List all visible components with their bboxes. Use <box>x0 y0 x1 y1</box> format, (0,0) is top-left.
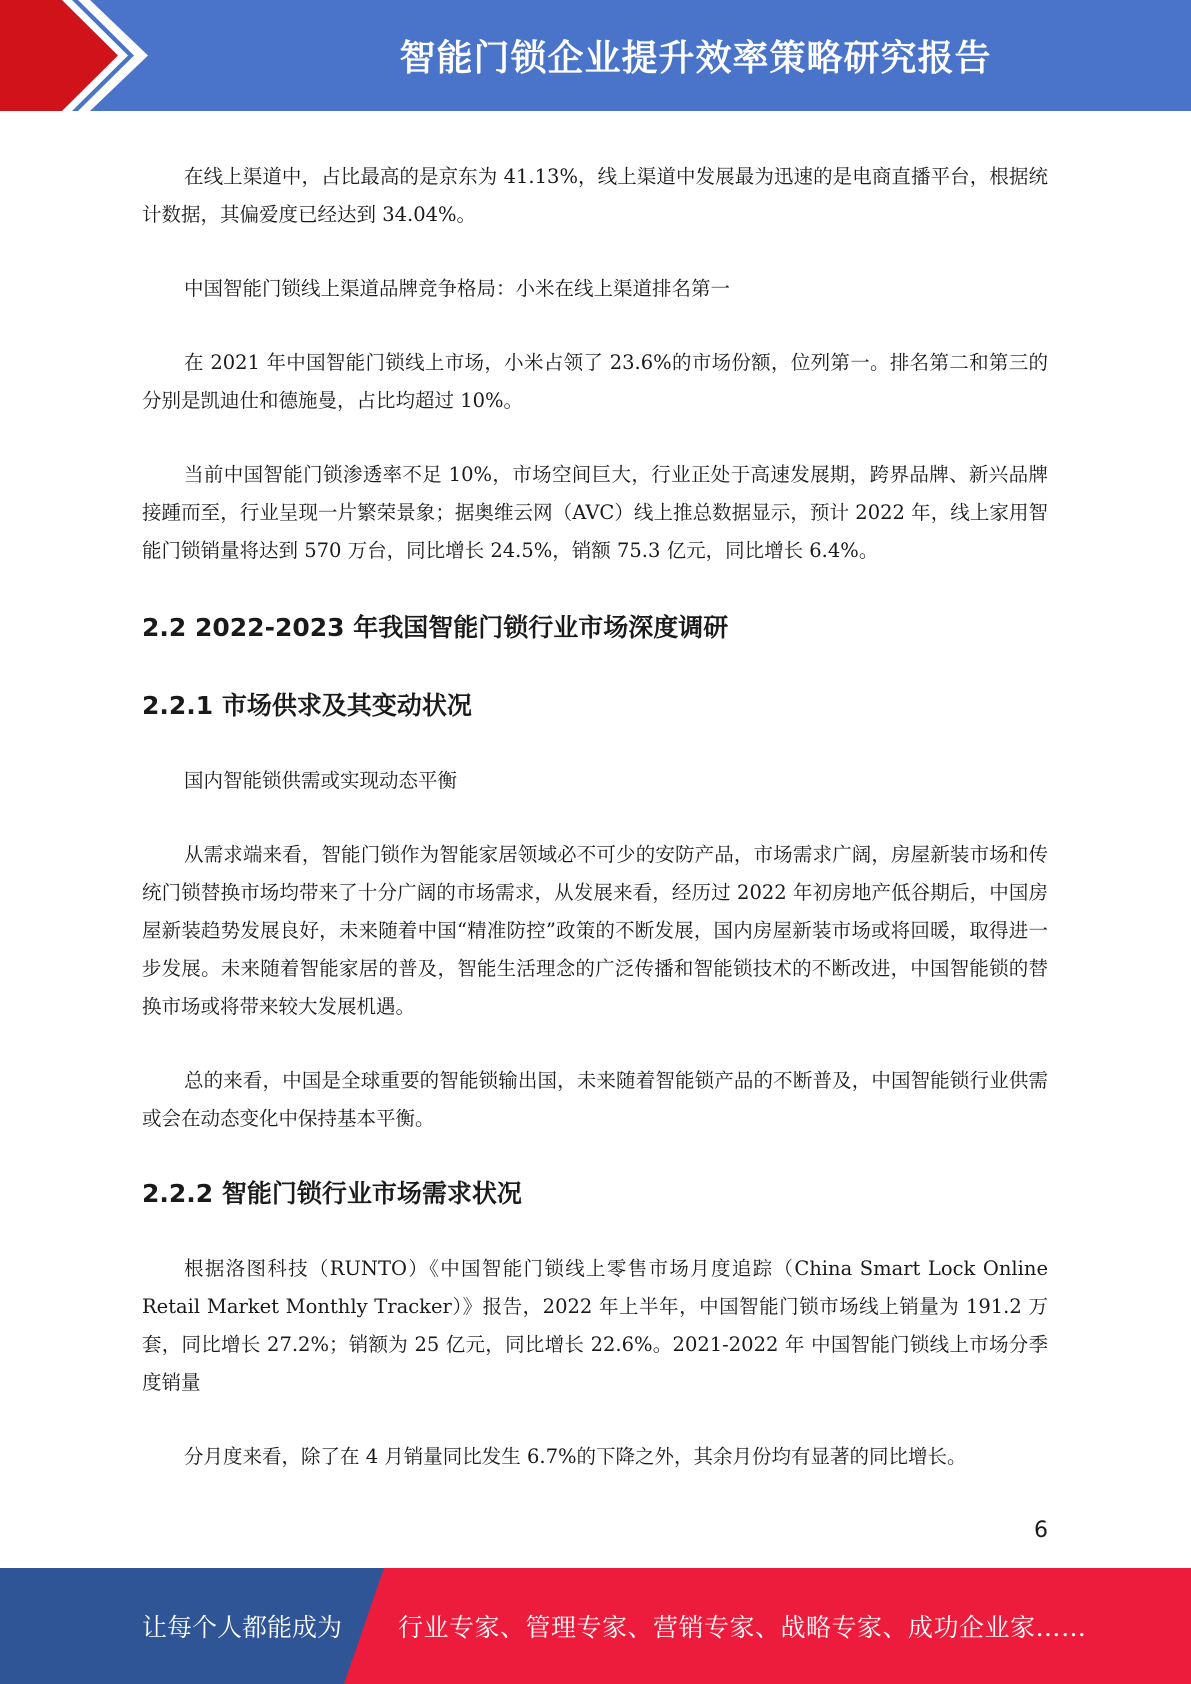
paragraph-online-channels: 在线上渠道中，占比最高的是京东为 41.13%，线上渠道中发展最为迅速的是电商直播平台，根据统计数据，其偏爱度已经达到 34.04%。 <box>142 165 1048 226</box>
paragraph-monthly-sales: 分月度来看，除了在 4 月销量同比发生 6.7%的下降之外，其余月份均有显著的同比增长。 <box>184 1445 967 1468</box>
paragraph-xiaomi-share: 在 2021 年中国智能门锁线上市场，小米占领了 23.6%的市场份额，位列第一。排名第二和第三的分别是凯迪仕和德施曼，占比均超过 10%。 <box>142 351 1048 412</box>
paragraph-penetration-rate: 当前中国智能门锁渗透率不足 10%，市场空间巨大，行业正处于高速发展期，跨界品牌、新兴品牌接踵而至，行业呈现一片繁荣景象；据奥维云网（AVC）线上推总数据显示，预计 2022 年，线上家用智能门锁销量将达到 570 万台，同比增长 24.5%，销额 75.3 亿元，同比增长 6.4%。 <box>142 463 1048 562</box>
report-title: 智能门锁企业提升效率策略研究报告 <box>399 38 992 79</box>
section-heading-2-2-1: 2.2.1 市场供求及其变动状况 <box>142 691 472 720</box>
footer-slogan-right: 行业专家、管理专家、营销专家、战略专家、成功企业家…… <box>398 1613 1087 1642</box>
header-chevron-graphic <box>0 0 200 111</box>
paragraph-demand-side: 从需求端来看，智能门锁作为智能家居领域必不可少的安防产品，市场需求广阔，房屋新装市场和传统门锁替换市场均带来了十分广阔的市场需求，从发展来看，经历过 2022 年初房地产低谷期后，中国房屋新装趋势发展良好，未来随着中国“精准防控”政策的不断发展，国内房屋新装市场或将回暖，取得进一步发展。未来随着智能家居的普及，智能生活理念的广泛传播和智能锁技术的不断改进，中国智能锁的替换市场或将带来较大发展机遇。 <box>142 843 1048 1018</box>
page-content <box>142 158 1048 1476</box>
page-number: 6 <box>1034 1518 1048 1543</box>
page-footer <box>0 1568 1191 1684</box>
paragraph-runto-report: 根据洛图科技（RUNTO）《中国智能门锁线上零售市场月度追踪（China Smart Lock Online Retail Market Monthly Tracker）》报告，2022 年上半年，中国智能门锁市场线上销量为 191.2 万套，同比增长 27.2%；销额为 25 亿元，同比增长 22.6%。2021-2022 年 中国智能门锁线上市场分季度销量 <box>142 1257 1048 1394</box>
paragraph-brand-competition-heading: 中国智能门锁线上渠道品牌竞争格局：小米在线上渠道排名第一 <box>184 277 731 300</box>
paragraph-summary: 总的来看，中国是全球重要的智能锁输出国，未来随着智能锁产品的不断普及，中国智能锁行业供需或会在动态变化中保持基本平衡。 <box>142 1069 1048 1130</box>
section-heading-2-2-2: 2.2.2 智能门锁行业市场需求状况 <box>142 1179 522 1208</box>
section-heading-2-2: 2.2 2022-2023 年我国智能门锁行业市场深度调研 <box>142 613 729 642</box>
page-header <box>0 0 1191 111</box>
footer-slogan-left: 让每个人都能成为 <box>142 1613 343 1642</box>
paragraph-supply-demand-balance: 国内智能锁供需或实现动态平衡 <box>184 769 458 792</box>
